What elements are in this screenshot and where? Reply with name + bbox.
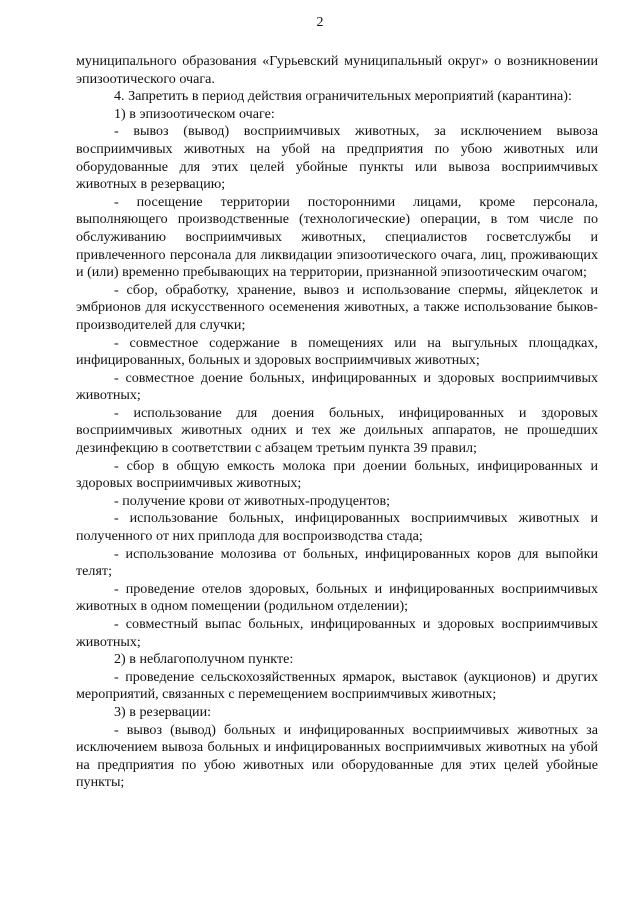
paragraph: - использование для доения больных, инфицированных и здоровых восприимчивых животных одних и тех же доильных аппаратов, не прошедших дезинфекцию в соответствии с абзацем третьим пункта 39 правил; xyxy=(76,404,598,457)
paragraph: - вывоз (вывод) восприимчивых животных, за исключением вывоза восприимчивых животных на убой на предприятия по убою животных или оборудованные для этих целей убойные пункты или вывоза восприимчивых животных в резервацию; xyxy=(76,123,598,193)
paragraph: - получение крови от животных-продуцентов; xyxy=(114,492,391,509)
paragraph: - использование больных, инфицированных восприимчивых животных и полученного от них приплода для воспроизводства стада; xyxy=(76,510,598,545)
paragraph: муниципального образования «Гурьевский муниципальный округ» о возникновении эпизоотического очага. xyxy=(76,53,598,87)
paragraph: - совместное содержание в помещениях или на выгульных площадках, инфицированных, больных и здоровых восприимчивых животных; xyxy=(76,334,598,369)
paragraph: - вывоз (вывод) больных и инфицированных восприимчивых животных за исключением вывоза больных и инфицированных восприимчивых животных на убой на предприятия по убою животных или оборудованные для этих целей убойные пункты; xyxy=(76,721,598,791)
paragraph: - сбор, обработку, хранение, вывоз и использование спермы, яйцеклеток и эмбрионов для искусственного осеменения животных, а также использование быков-производителей для случки; xyxy=(76,281,598,333)
paragraph: - использование молозива от больных, инфицированных коров для выпойки телят; xyxy=(76,545,598,580)
paragraph: 4. Запретить в период действия ограничительных мероприятий (карантина): xyxy=(114,88,572,105)
paragraph: - совместный выпас больных, инфицированных и здоровых восприимчивых животных; xyxy=(76,616,598,650)
paragraph: 2) в неблагополучном пункте: xyxy=(114,651,294,668)
paragraph: 1) в эпизоотическом очаге: xyxy=(114,105,275,122)
paragraph: - посещение территории посторонними лицами, кроме персонала, выполняющего производственные (технологические) операции, в том числе по обслуживанию восприимчивых животных, специалистов госветслужбы и привлеченного персонала для ликвидации эпизоотического очага, лиц, проживающих и (или) временно пребывающих на территории, признанной эпизоотическим очагом; xyxy=(76,193,598,281)
paragraph: - проведение отелов здоровых, больных и инфицированных восприимчивых животных в одном помещении (родильном отделении); xyxy=(76,580,598,615)
paragraph: - проведение сельскохозяйственных ярмарок, выставок (аукционов) и других мероприятий, связанных с перемещением восприимчивых животных; xyxy=(76,668,598,703)
paragraph: - сбор в общую емкость молока при доении больных, инфицированных и здоровых восприимчивых животных; xyxy=(76,457,598,492)
document-body xyxy=(76,53,598,792)
paragraph: 3) в резервации: xyxy=(114,703,212,720)
page-number: 2 xyxy=(316,15,324,30)
paragraph: - совместное доение больных, инфицированных и здоровых восприимчивых животных; xyxy=(76,369,598,404)
